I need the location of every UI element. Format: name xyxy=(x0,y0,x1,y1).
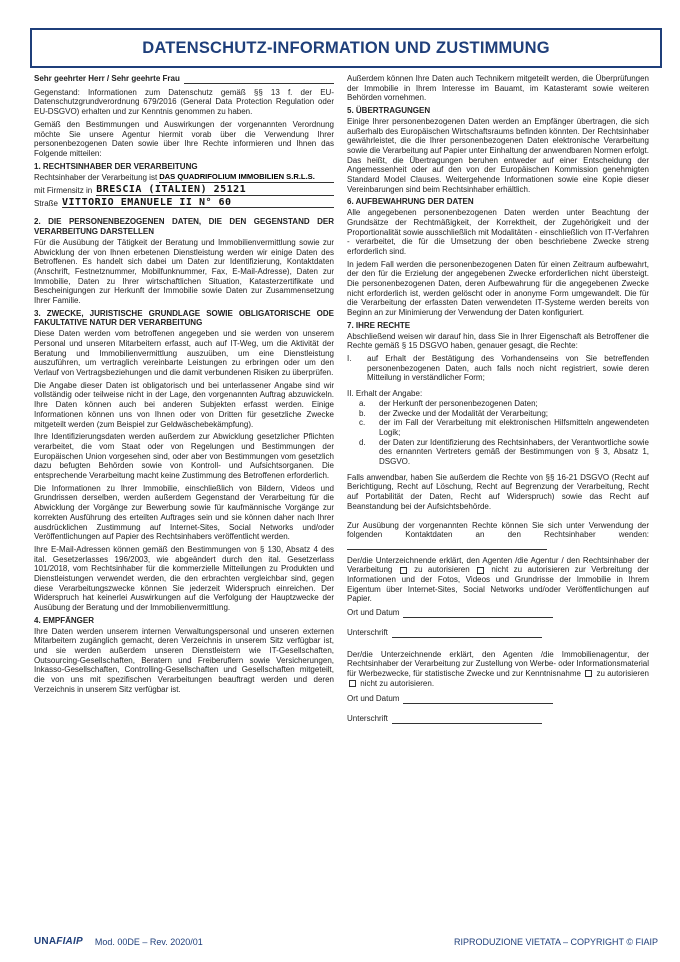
logo-una: UNA xyxy=(34,936,57,947)
rights-sub-item-text: der Daten zur Identifizierung des Rechtsinhabers, der Verantwortliche sowie des ernannten Vertreters gemäß der Bestimmungen von § 3, Absatz 1, DSGVO. xyxy=(379,437,649,467)
title-box xyxy=(30,28,662,68)
logo-fiaip: FIAIP xyxy=(56,936,83,947)
signature-field-1[interactable] xyxy=(392,630,542,638)
place-date-field-2[interactable] xyxy=(403,696,553,704)
list-marker: b. xyxy=(359,408,366,418)
consent-1 xyxy=(347,556,649,605)
intro-paragraph-2: Gemäß den Bestimmungen und Auswirkungen der vorgenannten Verordnung möchte Sie unsere Agentur hiermit vorab über die Verwendung Ihrer personenbezogenen Daten sowie über Ihre Rechte informieren und Ihnen das Folgende mitteilen: xyxy=(34,119,334,158)
rights-sub-item-a xyxy=(347,399,649,409)
consent-2-text: Der/die Unterzeichnende erklärt, den Agenten /die Immobilienagentur, der Rechtsinhaber der Verarbeitung zur Zustellung von Werbe- oder Informationsmaterial für Werbezwecke, für statistische Zwecke und zur Kenntnisnahme xyxy=(347,649,649,678)
signature-label: Unterschrift xyxy=(347,627,388,637)
section-3-paragraph-1: Diese Daten werden vom betroffenen angegeben und sie werden von unserem Personal und unseren Mitarbeitern erfasst, auch auf IT-Weg, um die Aktivität der Beratung und Immobilienvermittlung auszuüben, um eine Dienstleistung auszuführen, um vertraglich vereinbarte Leistungen zu erbringen oder um den Verlauf von Vertragsbeziehungen und die damit verbundenen Risiken zu überprüfen. xyxy=(34,329,334,377)
copyright: RIPRODUZIONE VIETATA – COPYRIGHT © FIAIP xyxy=(454,936,658,947)
section-7-title: 7. IHRE RECHTE xyxy=(347,320,411,330)
section-7-paragraph: Falls anwendbar, haben Sie außerdem die Rechte von §§ 16-21 DSGVO (Recht auf Berichtigung, Recht auf Löschung, Recht auf Begrenzung der Verarbeitung, Recht auf Portabilität der Daten, Recht auf Widerspruch) sowie das Recht auf Beanstandung bei der Aufsichtsbehörde. xyxy=(347,472,649,511)
street-label: Straße xyxy=(34,198,59,208)
list-marker: c. xyxy=(359,418,366,428)
contact-paragraph xyxy=(347,521,649,550)
section-1-title: 1. RECHTSINHABER DER VERARBEITUNG xyxy=(34,161,198,171)
consent-1-text: Der/die Unterzeichnende erklärt, den Agenten /die Agentur / den Rechtsinhaber der Verarbeitung xyxy=(347,555,649,575)
signature-row-2 xyxy=(347,714,649,724)
controller-row xyxy=(34,172,334,183)
consent-2-authorize-checkbox[interactable] xyxy=(585,670,592,677)
section-6-paragraph-2: In jedem Fall werden die personenbezogenen Daten für einen Zeitraum aufbewahrt, der den für die Erzielung der angegebenen Zwecke erforderlichen nicht übersteigt. Die personenbezogenen Daten, deren Aufbewahrung für die angegebenen Zwecke nicht erforderlich ist, werden gelöscht oder in anonyme Form umgewandelt. Die für die Verarbeitung der erfassten Daten verwendeten IT-Systeme werden bereits von Beginn an zur Minimierung der Verwendung der Daten konfiguriert. xyxy=(347,259,649,318)
section-2-text: Für die Ausübung der Tätigkeit der Beratung und Immobilienvermittlung sowie zur Abwicklung der von Ihnen erbetenen Dienstleistung werden wir einige Daten des Betroffenen. Es handelt sich dabei um Daten zur Identifizierung, Kontaktdaten (Anschrift, Festnetznummer, Mobilfunknummer, Fax, E-Mail-Adresse), Daten zur Immobilie, Daten zu Ihrer wirtschaftlichen Situation, Katasterzertifikate und Bescheinigungen zur Herkunft der Immobilie sowie Daten zur Zusammensetzung Ihrer Familie. xyxy=(34,237,334,306)
section-3-paragraph-5: Ihre E-Mail-Adressen können gemäß den Bestimmungen von § 130, Absatz 4 des ital. Gesetzerlasses 196/2003, wie abgeändert durch den ital. Gesetzerlass 101/2018, vom Rechtsinhaber für die kommerzielle Mitteilungen zu Produkten und Dienstleistungen verwendet werden, die den erbrachten vergleichbar sind, gegen diese Verarbeitungszwecke können Sie jederzeit Widerspruch einreichen. Der Widerspruch hat keinerlei Auswirkungen auf die Verfolgung der Hauptzwecke der Ausübung der Beratung und der Immobilienvermittlung. xyxy=(34,544,334,613)
section-4-continuation: Außerdem können Ihre Daten auch Technikern mitgeteilt werden, die Überprüfungen der Immobilie in Ihrem Interesse im Bauamt, im Katasteramt sowie weiteren Behörden vornehmen. xyxy=(347,74,649,103)
place-date-row-1 xyxy=(347,608,649,618)
signature-row-1 xyxy=(347,628,649,638)
list-marker: a. xyxy=(359,398,366,408)
rights-item-text: auf Erhalt der Bestätigung des Vorhandenseins von Sie betreffenden personenbezogenen Daten, auch falls noch nicht registriert, sowie deren Mitteilung in verständlicher Form; xyxy=(367,353,649,383)
controller-company-stamp: DAS QUADRIFOLIUM IMMOBILIEN S.R.L.S. xyxy=(159,172,334,183)
section-4-text: Ihre Daten werden unserem internen Verwaltungspersonal und unseren externen Mitarbeitern zugänglich gemacht, deren Verzeichnis in unserem Sitz verfügbar ist, und sie werden außerdem unseren Dienstleistern wie IT-Gesellschaften, Outsourcing-Gesellschaften, Beratern und Freiberuflern sowie Versicherungen, Inkasso-Gesellschaften, Controlling-Gesellschaften und Gesellschaften mitgeteilt, die von uns mit spezifischen Verarbeitungen beauftragt werden und deren Verzeichnis in unserem Sitz verfügbar ist. xyxy=(34,626,334,694)
consent-1-deny-checkbox[interactable] xyxy=(477,567,484,574)
intro-paragraph-1: Gegenstand: Informationen zum Datenschutz gemäß §§ 13 f. der EU-Datenschutzgrundverordnung 679/2016 (General Data Protection Regulation oder EU-DSGVO) erhalten und zur Kenntnis genommen zu haben. xyxy=(34,87,334,117)
section-3-paragraph-4: Die Informationen zu Ihrer Immobilie, einschließlich von Bildern, Videos und Grundrissen derselben, werden außerdem Gegenstand der Verarbeitung für die Abwicklung der Vorgänge zur Bewerbung sowie für kaufmännische Vorgänge zur korrekten Ausführung des erteilten Auftrages sein und sie können daher nach Ihrer ausdrücklichen Zustimmung auf Internet-Sites, Social Networks und/oder Veröffentlichungen auf Papier des Rechtsinhabers veröffentlicht werden. xyxy=(34,483,334,542)
rights-sub-item-c xyxy=(347,418,649,437)
right-column xyxy=(347,74,649,726)
rights-sub-item-d xyxy=(347,438,649,467)
salutation-row xyxy=(34,74,334,84)
section-7-intro: Abschließend weisen wir darauf hin, dass Sie in Ihrer Eigenschaft als Betroffener die Rechte gemäß § 15 DSGVO haben, genauer gesagt, die Rechte: xyxy=(347,331,649,351)
recipient-name-field[interactable] xyxy=(184,75,334,84)
consent-1-authorize-checkbox[interactable] xyxy=(400,567,407,574)
consent-1-deny-label: nicht zu autorisieren zur Verbreitung der Informationen und der Fotos, Videos und Grundrisse der Immobilie in Ihrem Eigentum über Internet-Sites, Social Networks und/oder Veröffentlichungen auf Papier. xyxy=(347,565,649,604)
section-6-paragraph-1: Alle angegebenen personenbezogenen Daten werden unter Beachtung der Grundsätze der Rechtmäßigkeit, der Korrektheit, der Zugehörigkeit und der Proportionalität sowie ausschließlich mit Modalitäten - einschließlich von IT-Verfahren - verarbeitet, die für die Umsetzung der oben beschriebene Zwecke streng erforderlich sind. xyxy=(347,208,649,256)
place-date-label: Ort und Datum xyxy=(347,608,400,618)
section-4-title: 4. EMPFÄNGER xyxy=(34,615,95,625)
seat-field[interactable]: BRESCIA (ITALIEN) 25121 xyxy=(96,185,334,196)
document-title: DATENSCHUTZ-INFORMATION UND ZUSTIMMUNG xyxy=(142,38,550,57)
section-3-paragraph-3: Ihre Identifizierungsdaten werden außerdem zur Abwicklung gesetzlicher Pflichten verarbeitet, die vom Staat oder von Regelungen und Bestimmungen der Europäischen Union vorgesehen sind, oder aber von Bestimmungen vom gesetzlich dazu befugten Behörden sowie von Kontroll- und Aufsichtsorganen. Die entsprechende Verarbeitung macht keine Zustimmung des Betroffenen erforderlich. xyxy=(34,432,334,481)
section-3-title: 3. ZWECKE, JURISTISCHE GRUNDLAGE SOWIE OBLIGATORISCHE ODE FAKULTATIVE NATUR DER VERARBEITUNG xyxy=(34,308,334,328)
section-6-title: 6. AUFBEWAHRUNG DER DATEN xyxy=(347,197,474,207)
signature-label: Unterschrift xyxy=(347,714,388,724)
rights-sub-item-text: der Zwecke und der Modalität der Verarbeitung; xyxy=(379,408,548,418)
section-5-text: Einige Ihrer personenbezogenen Daten werden an Empfänger übertragen, die sich außerhalb des Europäischen Wirtschaftsraums befinden könnten. Der Rechtsinhaber gewährleistet, die die Ihrer personenbezogenen Daten elektronische Verarbeitung sowie die Verarbeitung auf Papier unter Einhaltung der anwendbaren Normen erfolgt. Das heißt, die Übertragungen beruhen entweder auf einer Entscheidung der Angemessenheit oder auf den von der Europäischen Kommission genehmigten Standard Model Clauses. Weitergehende Informationen sowie eine Kopie dieser Vereinbarungen sind beim Rechtsinhaber erhältlich. xyxy=(347,116,649,194)
seat-row xyxy=(34,185,334,196)
consent-2-deny-label: nicht zu autorisieren. xyxy=(360,678,435,688)
consent-2-authorize-label: zu autorisieren xyxy=(596,668,649,678)
rights-item-ii: II. Erhalt der Angabe: xyxy=(347,389,423,399)
section-5-title: 5. ÜBERTRAGUNGEN xyxy=(347,106,431,116)
seat-label: mit Firmensitz in xyxy=(34,186,93,196)
street-row xyxy=(34,198,334,209)
place-date-field-1[interactable] xyxy=(403,610,553,618)
street-field[interactable]: VITTORIO EMANUELE II N° 60 xyxy=(62,198,334,209)
rights-sub-item-b xyxy=(347,409,649,419)
controller-label: Rechtsinhaber der Verarbeitung ist xyxy=(34,173,158,183)
salutation: Sehr geehrter Herr / Sehr geehrte Frau xyxy=(34,74,180,83)
contact-field[interactable] xyxy=(347,542,547,550)
list-marker: d. xyxy=(359,437,366,447)
left-column xyxy=(34,74,334,697)
place-date-label: Ort und Datum xyxy=(347,694,400,704)
section-3-paragraph-2: Die Angabe dieser Daten ist obligatorisch und bei unterlassener Angabe sind wir vollständig oder teilweise nicht in der Lage, den vorgenannten Auftrag abzuwickeln. Ihre Daten können auch bei anderen Subjekten erfasst werden. Einige Informationen können uns von Ihnen oder von Dritten für gesetzliche Zwecke mitgeteilt werden (zum Beispiel zur Geldwäschebekämpfung). xyxy=(34,380,334,429)
place-date-row-2 xyxy=(347,694,649,704)
consent-2-deny-checkbox[interactable] xyxy=(349,680,356,687)
rights-sub-item-text: der Herkunft der personenbezogenen Daten; xyxy=(379,398,538,408)
document-page xyxy=(6,6,674,956)
signature-field-2[interactable] xyxy=(392,716,542,724)
consent-1-authorize-label: zu autorisieren xyxy=(414,565,470,575)
contact-text: Zur Ausübung der vorgenannten Rechte können Sie sich unter Verwendung der folgenden Kontaktdaten an den Rechtsinhaber wenden: xyxy=(347,520,649,540)
section-2-title: 2. DIE PERSONENBEZOGENEN DATEN, DIE DEN GEGENSTAND DER VERARBEITUNG DARSTELLEN xyxy=(34,217,334,237)
footer xyxy=(34,936,658,947)
consent-2 xyxy=(347,650,649,689)
form-version: Mod. 00DE – Rev. 2020/01 xyxy=(94,936,203,947)
rights-sub-item-text: der im Fall der Verarbeitung mit elektronischen Hilfsmitteln angewendeten Logik; xyxy=(379,418,649,437)
rights-item-i xyxy=(347,354,649,383)
list-marker: I. xyxy=(347,353,352,363)
fiaip-logo xyxy=(34,936,83,947)
